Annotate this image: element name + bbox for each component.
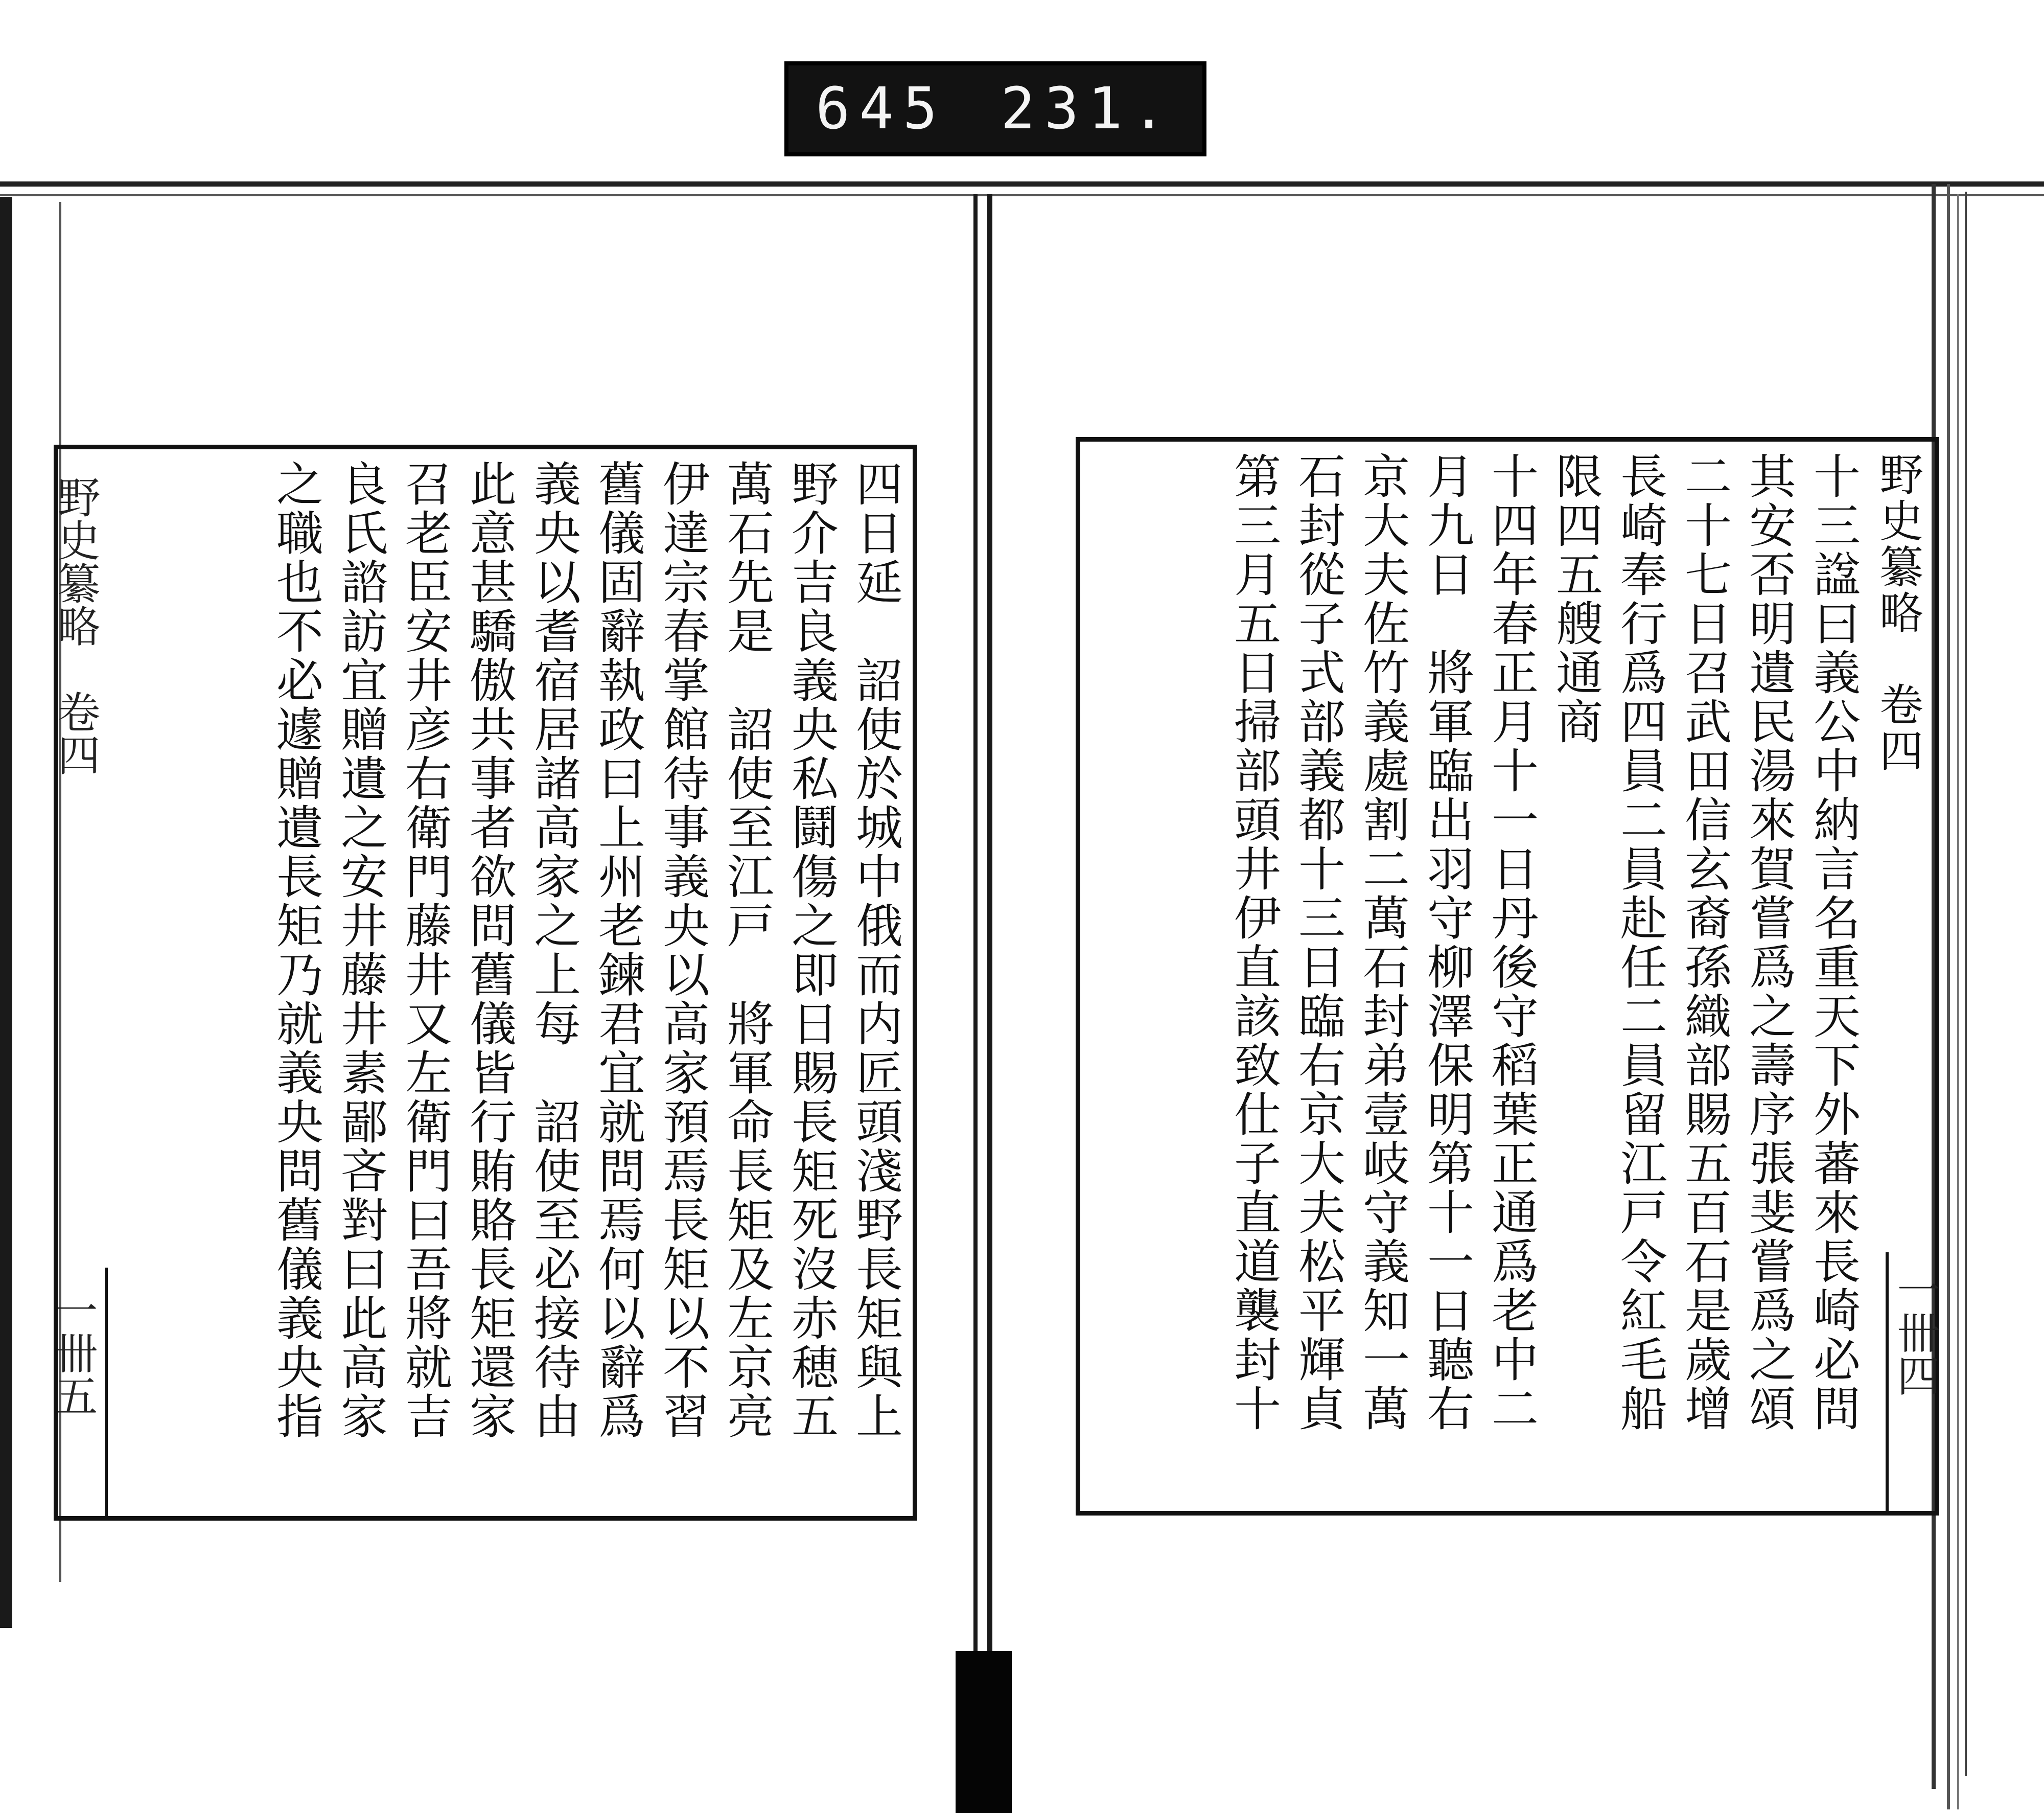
- text-column: 伊達宗春掌館待事義央以高家預焉長矩以不習: [655, 460, 710, 1441]
- text-column: 月九日 將軍臨出羽守柳澤保明第十一日聽右: [1420, 452, 1474, 1433]
- text-column: 二十七日召武田信玄裔孫織部賜五百石是歲增: [1677, 452, 1732, 1433]
- frame-number-left: 645: [815, 76, 947, 142]
- text-column: 限四五艘通商: [1548, 452, 1603, 746]
- frame-number-right: 231.: [1001, 76, 1175, 142]
- text-column: 萬石先是 詔使至江戸 將軍命長矩及左京亮: [719, 460, 774, 1441]
- microfilm-frame-label: [784, 61, 1206, 156]
- text-column: 召老臣安井彦右衛門藤井又左衛門曰吾將就吉: [398, 460, 452, 1441]
- text-column: 良氏諮訪宜贈遺之安井藤井素鄙吝對曰此高家: [333, 460, 388, 1441]
- text-column: 義央以耆宿居諸高家之上每 詔使至必接待由: [526, 460, 581, 1441]
- text-column: 之職也不必遽贈遺長矩乃就義央問舊儀義央指: [269, 460, 323, 1441]
- top-border-rule: [0, 181, 2044, 187]
- text-column: 野介吉良義央私鬪傷之即日賜長矩死沒赤穂五: [784, 460, 839, 1441]
- spine-right-line: [987, 194, 992, 1677]
- left-page-margin-title: 野史纂略 卷四: [51, 475, 101, 776]
- right-next-page-stub: [1965, 192, 2044, 1776]
- right-page-edge-3: [1957, 194, 1959, 1809]
- text-column: 第三月五日掃部頭井伊直該致仕子直道襲封十: [1226, 452, 1281, 1433]
- text-column: 十四年春正月十一日丹後守稻葉正通爲老中二: [1484, 452, 1539, 1433]
- text-column: 四日延 詔使於城中俄而内匠頭淺野長矩與上: [848, 460, 903, 1441]
- right-margin-rule: [1886, 1252, 1889, 1513]
- spine-gutter-shadow: [956, 1651, 1012, 1813]
- right-page-text-block: [1076, 437, 1939, 1516]
- left-book-edge: [0, 197, 12, 1628]
- right-page-edge-2: [1947, 184, 1950, 1809]
- right-page-folio: 一卌四: [1890, 1268, 1940, 1396]
- text-column: 其安否明遺民湯來賀嘗爲之壽序張斐嘗爲之頌: [1741, 452, 1796, 1433]
- text-column: 此意甚驕傲共事者欲問舊儀皆行賄賂長矩還家: [462, 460, 517, 1441]
- text-column: 京大夫佐竹義處割二萬石封弟壹岐守義知一萬: [1355, 452, 1410, 1433]
- text-column: 石封從子式部義都十三日臨右京大夫松平輝貞: [1291, 452, 1345, 1433]
- left-page-text-block: [54, 445, 917, 1521]
- text-column: 長崎奉行爲四員二員赴任二員留江戸令紅毛船: [1613, 452, 1667, 1433]
- left-page-folio: 一卌五: [48, 1288, 98, 1417]
- text-column: 十三諡曰義公中納言名重天下外蕃來長崎必問: [1806, 452, 1861, 1433]
- text-column: 舊儀固辭執政曰上州老鍊君宜就問焉何以辭爲: [591, 460, 645, 1441]
- running-head-column: 野史纂略 卷四: [1872, 452, 1923, 774]
- top-border-rule-secondary: [0, 194, 2044, 196]
- spine-left-line: [973, 194, 978, 1677]
